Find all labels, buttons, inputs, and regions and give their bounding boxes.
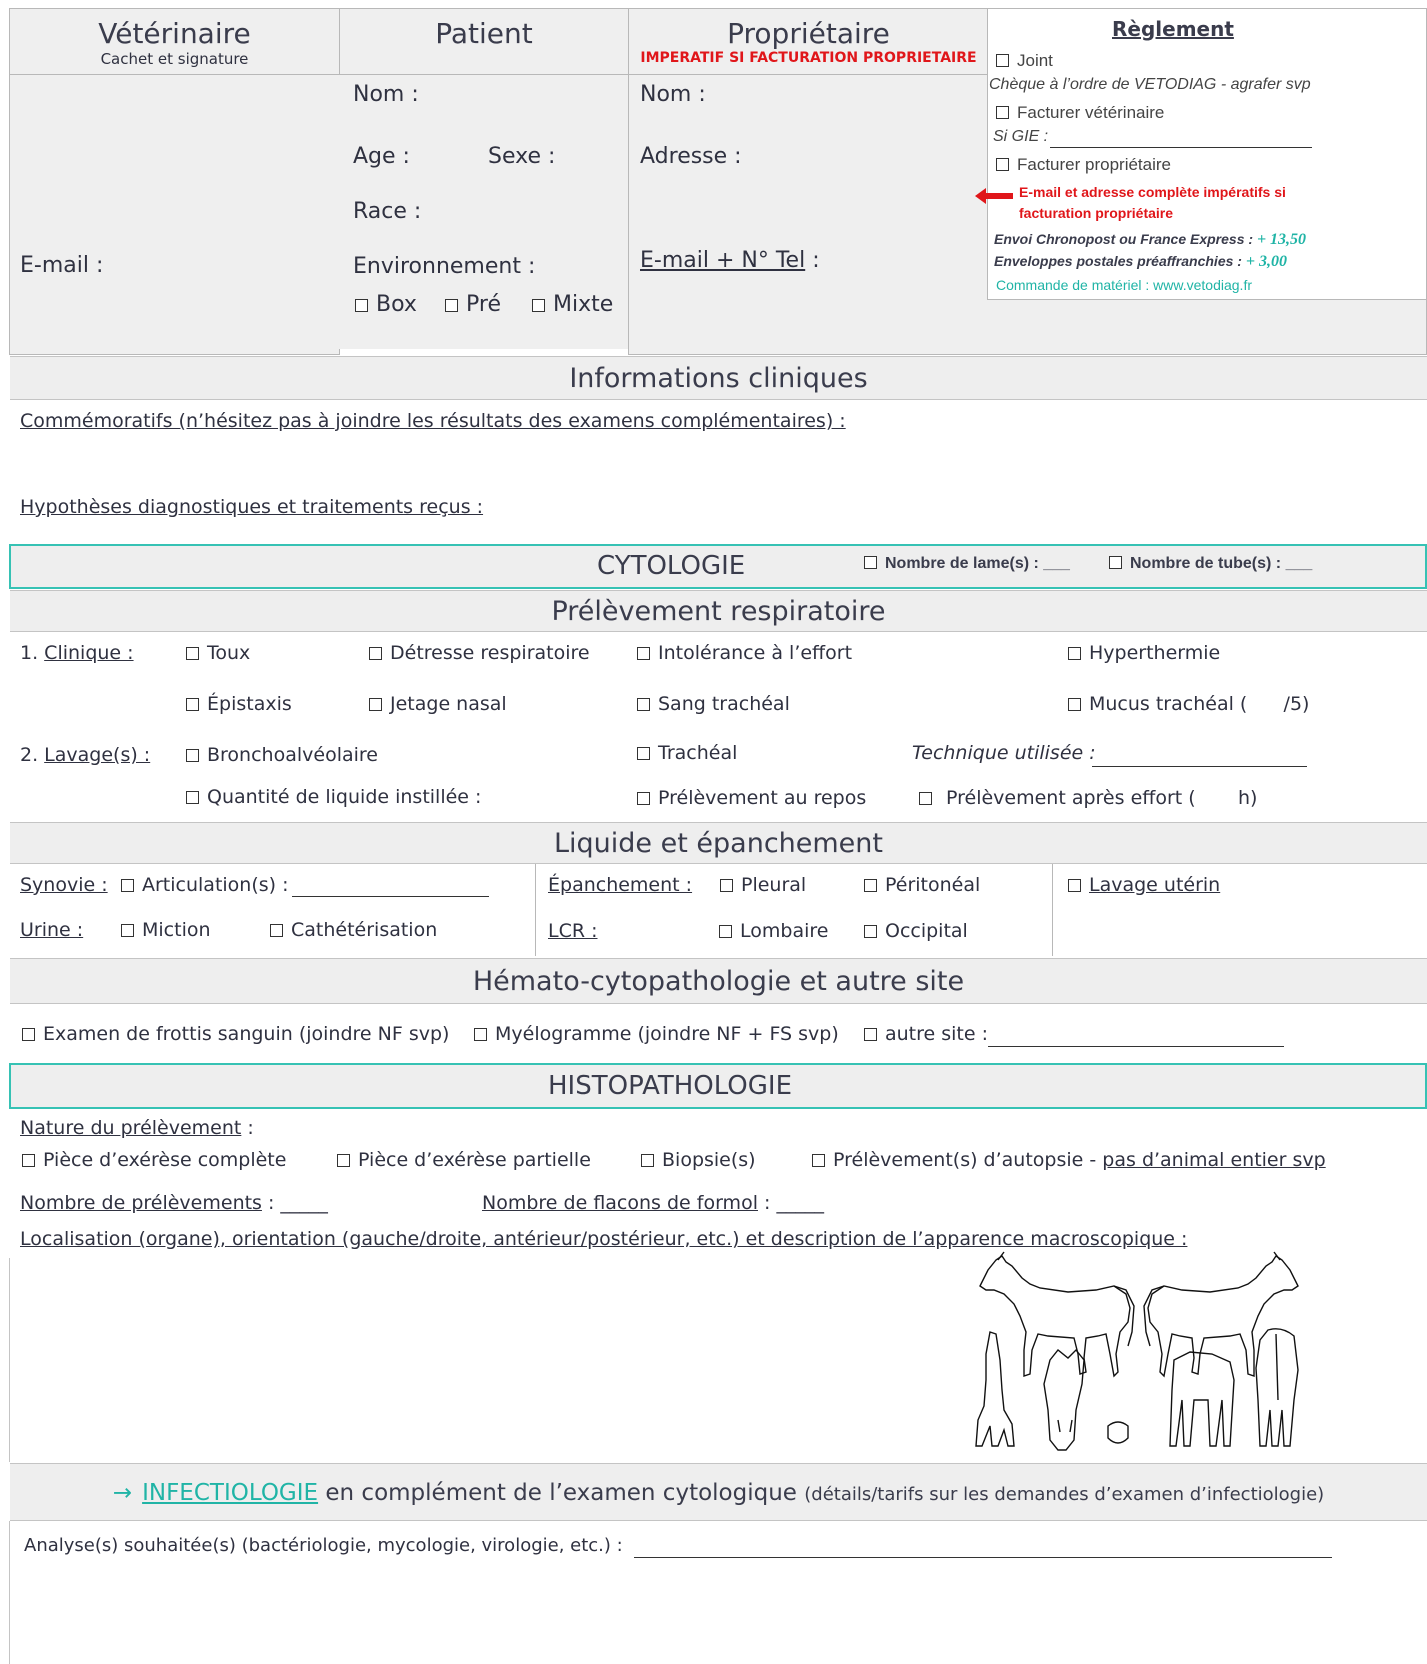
bottom-frame-left bbox=[9, 1521, 10, 1664]
catheter-label: Cathétérisation bbox=[291, 919, 438, 941]
lavage-uterin-label: Lavage utérin bbox=[1089, 874, 1221, 896]
mucus-label: Mucus trachéal ( /5) bbox=[1089, 693, 1310, 715]
payment-enveloppes-price: + 3,00 bbox=[1245, 253, 1287, 270]
infectio-text: en complément de l’examen cytologique bbox=[318, 1480, 805, 1506]
owner-adresse: Adresse : bbox=[640, 144, 742, 169]
infectio-note: (détails/tarifs sur les demandes d’examen d’infectiologie) bbox=[804, 1484, 1325, 1505]
payment-joint[interactable] bbox=[996, 51, 1053, 71]
checkbox-icon[interactable] bbox=[996, 106, 1009, 119]
lavage-label bbox=[20, 744, 150, 766]
autopsie-option[interactable] bbox=[812, 1149, 1326, 1171]
liquide-header bbox=[10, 822, 1427, 864]
arrow-right-icon: → bbox=[112, 1480, 133, 1506]
patient-title: Patient bbox=[435, 17, 533, 50]
articulation-label: Articulation(s) : bbox=[142, 874, 289, 896]
payment-warning: E-mail et adresse complète impératifs si facturation propriétaire bbox=[1019, 184, 1286, 221]
autre-site-option[interactable] bbox=[864, 1023, 988, 1045]
analyses-line[interactable] bbox=[634, 1557, 1332, 1558]
urine-label: Urine : bbox=[20, 919, 84, 941]
intolerance-option[interactable] bbox=[637, 642, 852, 664]
piece-partielle-option[interactable] bbox=[337, 1149, 591, 1171]
patient-nom: Nom : bbox=[353, 82, 419, 107]
payment-facturer-vet[interactable] bbox=[996, 103, 1164, 123]
payment-envoi-label: Envoi Chronopost ou France Express : bbox=[994, 231, 1254, 247]
payment-facturer-vet-label: Facturer vétérinaire bbox=[1017, 103, 1165, 122]
checkbox-icon[interactable] bbox=[186, 791, 199, 804]
repos-option[interactable] bbox=[637, 787, 866, 809]
sang-option[interactable] bbox=[637, 693, 790, 715]
peritoneal-option[interactable] bbox=[864, 874, 980, 896]
checkbox-icon[interactable] bbox=[186, 749, 199, 762]
miction-label: Miction bbox=[142, 919, 211, 941]
checkbox-icon[interactable] bbox=[864, 925, 877, 938]
checkbox-icon[interactable] bbox=[337, 1154, 350, 1167]
checkbox-icon[interactable] bbox=[1068, 879, 1081, 892]
sang-label: Sang trachéal bbox=[658, 693, 790, 715]
autre-site-label: autre site : bbox=[885, 1023, 989, 1045]
jetage-option[interactable] bbox=[369, 693, 507, 715]
horse-head-front-view bbox=[1044, 1350, 1084, 1450]
owner-title: Propriétaire bbox=[727, 17, 890, 50]
checkbox-icon[interactable] bbox=[637, 792, 650, 805]
piece-partielle-label: Pièce d’exérèse partielle bbox=[358, 1149, 591, 1171]
checkbox-icon[interactable] bbox=[996, 54, 1009, 67]
myelo-option[interactable] bbox=[474, 1023, 839, 1045]
checkbox-icon[interactable] bbox=[445, 299, 458, 312]
checkbox-icon[interactable] bbox=[864, 1028, 877, 1041]
env-mixte-label: Mixte bbox=[553, 292, 614, 317]
checkbox-icon[interactable] bbox=[121, 879, 134, 892]
horse-diagram[interactable] bbox=[968, 1250, 1318, 1460]
red-arrow-icon bbox=[975, 187, 1013, 205]
toux-option[interactable] bbox=[186, 642, 250, 664]
patient-environnement: Environnement : bbox=[353, 254, 536, 279]
payment-joint-label: Joint bbox=[1017, 51, 1053, 70]
checkbox-icon[interactable] bbox=[864, 879, 877, 892]
articulation-line[interactable] bbox=[292, 896, 489, 897]
quantite-option[interactable] bbox=[186, 786, 481, 808]
hemato-title: Hémato-cytopathologie et autre site bbox=[472, 966, 965, 997]
vet-body bbox=[9, 74, 340, 355]
payment-enveloppes bbox=[994, 253, 1287, 271]
payment-envoi bbox=[994, 231, 1306, 249]
checkbox-icon[interactable] bbox=[186, 698, 199, 711]
clinical-header bbox=[10, 356, 1427, 400]
broncho-label: Bronchoalvéolaire bbox=[207, 744, 378, 766]
localisation-label: Localisation (organe), orientation (gauche/droite, antérieur/postérieur, etc.) et description de l’apparence macroscopique : bbox=[20, 1228, 1188, 1250]
epanchement-label: Épanchement : bbox=[548, 874, 693, 896]
patient-header bbox=[339, 8, 629, 75]
respiratoire-title: Prélèvement respiratoire bbox=[551, 596, 886, 627]
peritoneal-label: Péritonéal bbox=[885, 874, 981, 896]
patient-sexe: Sexe : bbox=[488, 144, 556, 169]
biopsie-label: Biopsie(s) bbox=[662, 1149, 756, 1171]
checkbox-icon[interactable] bbox=[369, 647, 382, 660]
hyperthermie-label: Hyperthermie bbox=[1089, 642, 1221, 664]
histo-title: HISTOPATHOLOGIE bbox=[548, 1071, 793, 1101]
env-box-option[interactable] bbox=[355, 292, 417, 317]
occipital-option[interactable] bbox=[864, 920, 968, 942]
repos-label: Prélèvement au repos bbox=[658, 787, 867, 809]
horse-left-side-view bbox=[980, 1252, 1134, 1376]
checkbox-icon[interactable] bbox=[641, 1154, 654, 1167]
liquide-title: Liquide et épanchement bbox=[554, 828, 883, 859]
catheter-option[interactable] bbox=[270, 919, 437, 941]
miction-option[interactable] bbox=[121, 919, 211, 941]
checkbox-icon[interactable] bbox=[1068, 698, 1081, 711]
pleural-option[interactable] bbox=[720, 874, 806, 896]
commemoratifs-label: Commémoratifs (n’hésitez pas à joindre les résultats des examens complémentaires) : bbox=[20, 410, 846, 432]
apres-label: Prélèvement après effort ( h) bbox=[946, 787, 1258, 809]
lavage-text: Lavage(s) : bbox=[44, 744, 151, 766]
epistaxis-label: Épistaxis bbox=[207, 693, 292, 715]
nb-flacons-label: Nombre de flacons de formol bbox=[482, 1192, 758, 1214]
respiratoire-header bbox=[10, 590, 1427, 632]
hypotheses-label: Hypothèses diagnostiques et traitements reçus : bbox=[20, 496, 484, 518]
cytologie-tubes[interactable] bbox=[1109, 555, 1312, 573]
nature-colon: : bbox=[241, 1117, 254, 1139]
checkbox-icon[interactable] bbox=[720, 879, 733, 892]
horse-muzzle-view bbox=[1108, 1422, 1128, 1443]
vet-subtitle: Cachet et signature bbox=[100, 50, 249, 68]
lcr-label: LCR : bbox=[548, 920, 598, 942]
vet-email-label: E-mail : bbox=[20, 253, 104, 278]
myelo-label: Myélogramme (joindre NF + FS svp) bbox=[495, 1023, 839, 1045]
piece-complete-label: Pièce d’exérèse complète bbox=[43, 1149, 287, 1171]
owner-nom: Nom : bbox=[640, 82, 706, 107]
payment-facturer-prop[interactable] bbox=[996, 155, 1171, 175]
horse-front-view bbox=[976, 1332, 1014, 1446]
checkbox-icon[interactable] bbox=[355, 299, 368, 312]
nb-prelevements-blank[interactable]: : _____ bbox=[261, 1192, 328, 1214]
owner-email-colon: : bbox=[805, 248, 820, 273]
checkbox-icon[interactable] bbox=[719, 925, 732, 938]
liquide-divider-1 bbox=[535, 864, 536, 956]
lavage-uterin-option[interactable] bbox=[1068, 874, 1220, 896]
tracheal-label: Trachéal bbox=[658, 742, 738, 764]
gie-line[interactable] bbox=[1050, 147, 1312, 148]
owner-email-tel-label: E-mail + N° Tel bbox=[640, 248, 806, 273]
lombaire-option[interactable] bbox=[719, 920, 828, 942]
autre-site-line[interactable] bbox=[988, 1046, 1284, 1047]
checkbox-icon[interactable] bbox=[1109, 556, 1122, 569]
checkbox-icon[interactable] bbox=[812, 1154, 825, 1167]
toux-label: Toux bbox=[207, 642, 251, 664]
autopsie-note: pas d’animal entier svp bbox=[1102, 1149, 1326, 1171]
payment-gie-label: Si GIE : bbox=[993, 128, 1049, 145]
nb-flacons-blank[interactable]: : _____ bbox=[757, 1192, 824, 1214]
broncho-option[interactable] bbox=[186, 744, 378, 766]
payment-title: Règlement bbox=[1112, 17, 1234, 41]
payment-commande[interactable]: Commande de matériel : www.vetodiag.fr bbox=[996, 277, 1252, 293]
lombaire-label: Lombaire bbox=[740, 920, 829, 942]
payment-facturer-prop-label: Facturer propriétaire bbox=[1017, 155, 1172, 174]
synovie-label: Synovie : bbox=[20, 874, 108, 896]
patient-race: Race : bbox=[353, 199, 422, 224]
cytologie-lames-label: Nombre de lame(s) : ___ bbox=[885, 555, 1070, 572]
clinique-label bbox=[20, 642, 134, 664]
vet-title: Vétérinaire bbox=[98, 17, 251, 50]
detresse-option[interactable] bbox=[369, 642, 590, 664]
checkbox-icon[interactable] bbox=[369, 698, 382, 711]
checkbox-icon[interactable] bbox=[474, 1028, 487, 1041]
checkbox-icon[interactable] bbox=[1068, 647, 1081, 660]
checkbox-icon[interactable] bbox=[532, 299, 545, 312]
analyses-label: Analyse(s) souhaitée(s) (bactériologie, mycologie, virologie, etc.) : bbox=[24, 1535, 623, 1556]
payment-envoi-price: + 13,50 bbox=[1256, 231, 1307, 248]
liquide-divider-2 bbox=[1052, 864, 1053, 956]
payment-cheque: Chèque à l’ordre de VETODIAG - agrafer svp bbox=[989, 76, 1311, 93]
piece-complete-option[interactable] bbox=[22, 1149, 286, 1171]
frottis-option[interactable] bbox=[22, 1023, 449, 1045]
patient-age: Age : bbox=[353, 144, 410, 169]
lavage-num: 2. bbox=[20, 744, 45, 766]
cytologie-lames[interactable] bbox=[864, 555, 1070, 573]
frottis-label: Examen de frottis sanguin (joindre NF svp) bbox=[43, 1023, 450, 1045]
cytologie-title: CYTOLOGIE bbox=[597, 551, 746, 581]
horse-oblique-view bbox=[1170, 1352, 1234, 1446]
nb-flacons bbox=[482, 1192, 824, 1214]
occipital-label: Occipital bbox=[885, 920, 968, 942]
technique-label: Technique utilisée : bbox=[912, 742, 1096, 764]
pleural-label: Pleural bbox=[741, 874, 807, 896]
vet-header bbox=[9, 8, 340, 75]
tracheal-option[interactable] bbox=[637, 742, 737, 764]
biopsie-option[interactable] bbox=[641, 1149, 756, 1171]
checkbox-icon[interactable] bbox=[22, 1028, 35, 1041]
env-pre-option[interactable] bbox=[445, 292, 501, 317]
hemato-header bbox=[10, 958, 1427, 1004]
epistaxis-option[interactable] bbox=[186, 693, 292, 715]
articulation-option[interactable] bbox=[121, 874, 289, 896]
clinical-title: Informations cliniques bbox=[569, 363, 868, 394]
apres-option[interactable] bbox=[919, 787, 1257, 809]
checkbox-icon[interactable] bbox=[186, 647, 199, 660]
owner-subtitle: IMPERATIF SI FACTURATION PROPRIETAIRE bbox=[640, 50, 977, 66]
checkbox-icon[interactable] bbox=[637, 698, 650, 711]
checkbox-icon[interactable] bbox=[919, 792, 932, 805]
clinique-text: Clinique : bbox=[44, 642, 134, 664]
nature-label bbox=[20, 1117, 254, 1139]
infectio-header bbox=[10, 1463, 1427, 1521]
cytologie-tubes-label: Nombre de tube(s) : ___ bbox=[1130, 555, 1313, 572]
quantite-label: Quantité de liquide instillée : bbox=[207, 786, 482, 808]
autopsie-label: Prélèvement(s) d’autopsie - bbox=[833, 1149, 1103, 1171]
checkbox-icon[interactable] bbox=[864, 556, 877, 569]
mucus-option[interactable] bbox=[1068, 693, 1309, 715]
env-pre-label: Pré bbox=[466, 292, 501, 317]
payment-gie bbox=[993, 128, 1048, 146]
env-box-label: Box bbox=[376, 292, 417, 317]
payment-enveloppes-label: Enveloppes postales préaffranchies : bbox=[994, 253, 1242, 269]
checkbox-icon[interactable] bbox=[996, 158, 1009, 171]
checkbox-icon[interactable] bbox=[270, 924, 283, 937]
checkbox-icon[interactable] bbox=[637, 647, 650, 660]
intolerance-label: Intolérance à l’effort bbox=[658, 642, 853, 664]
checkbox-icon[interactable] bbox=[637, 747, 650, 760]
owner-header bbox=[628, 8, 989, 75]
clinique-num: 1. bbox=[20, 642, 45, 664]
jetage-label: Jetage nasal bbox=[390, 693, 507, 715]
owner-email-tel bbox=[640, 248, 820, 273]
nb-prelevements-label: Nombre de prélèvements bbox=[20, 1192, 262, 1214]
checkbox-icon[interactable] bbox=[121, 924, 134, 937]
hyperthermie-option[interactable] bbox=[1068, 642, 1220, 664]
checkbox-icon[interactable] bbox=[22, 1154, 35, 1167]
nb-prelevements bbox=[20, 1192, 328, 1214]
horse-rear-view bbox=[1256, 1329, 1298, 1446]
env-mixte-option[interactable] bbox=[532, 292, 613, 317]
nature-text: Nature du prélèvement bbox=[20, 1117, 242, 1139]
infectio-link[interactable]: INFECTIOLOGIE bbox=[142, 1480, 319, 1506]
technique-line[interactable] bbox=[1092, 766, 1307, 767]
detresse-label: Détresse respiratoire bbox=[390, 642, 590, 664]
